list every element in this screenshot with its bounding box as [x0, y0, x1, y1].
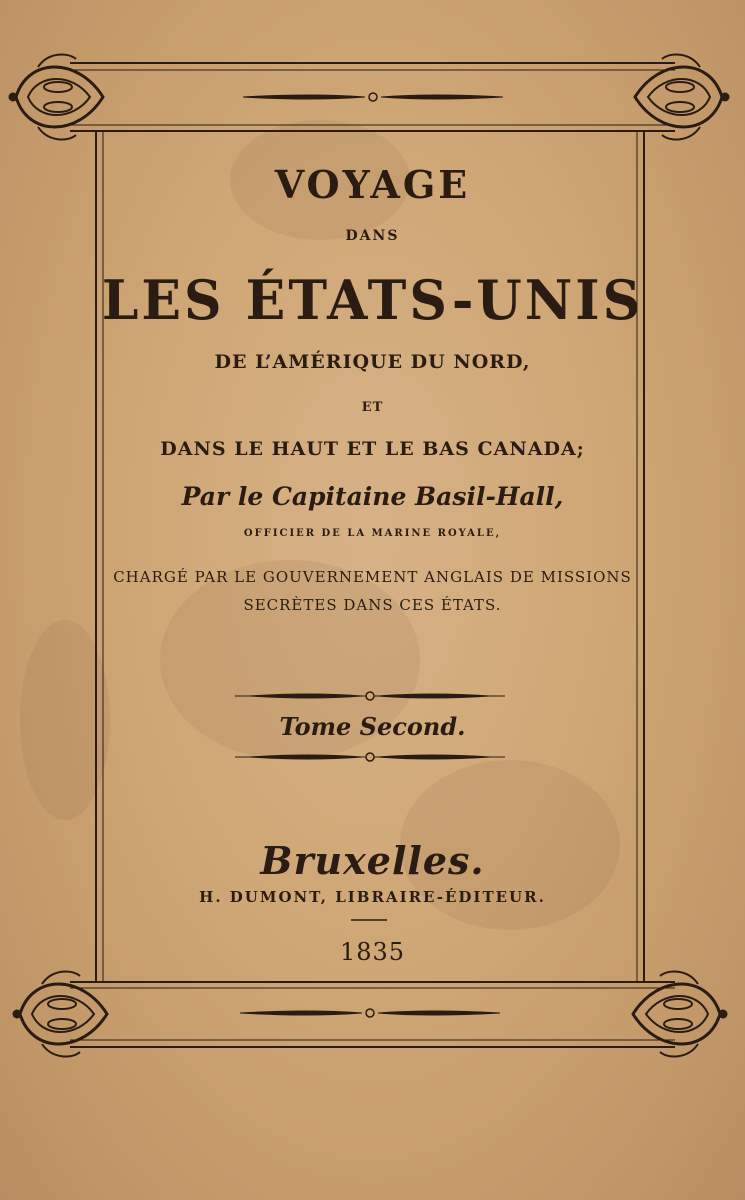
- mission-line-2: SECRÈTES DANS CES ÉTATS.: [243, 596, 502, 614]
- author-line: Par le Capitaine Basil-Hall,: [181, 482, 564, 511]
- publication-city: Bruxelles.: [260, 838, 485, 883]
- connector-dans: DANS: [345, 228, 400, 244]
- corner-ornament-top-left: [9, 54, 103, 139]
- top-band-rule: [243, 93, 503, 101]
- publisher: H. DUMONT, LIBRAIRE-ÉDITEUR.: [199, 888, 546, 906]
- corner-ornament-top-right: [635, 54, 729, 139]
- corner-ornament-bottom-right: [633, 971, 727, 1056]
- subtitle: DE L’AMÉRIQUE DU NORD,: [214, 351, 531, 373]
- bottom-band-rule: [240, 1009, 500, 1017]
- divider-rule-lower: [235, 753, 505, 761]
- publication-year: 1835: [339, 938, 406, 966]
- mission-line-1: CHARGÉ PAR LE GOUVERNEMENT ANGLAIS DE MISSIONS: [113, 568, 632, 586]
- author-rank: OFFICIER DE LA MARINE ROYALE,: [243, 528, 502, 539]
- connector-et: ET: [361, 400, 384, 415]
- volume-label: Tome Second.: [279, 712, 466, 741]
- divider-rule-upper: [235, 692, 505, 700]
- main-title: LES ÉTATS-UNIS: [101, 268, 644, 333]
- title-word: VOYAGE: [274, 162, 471, 207]
- corner-ornament-bottom-left: [13, 971, 107, 1056]
- subtitle-canada: DANS LE HAUT ET LE BAS CANADA;: [160, 438, 585, 460]
